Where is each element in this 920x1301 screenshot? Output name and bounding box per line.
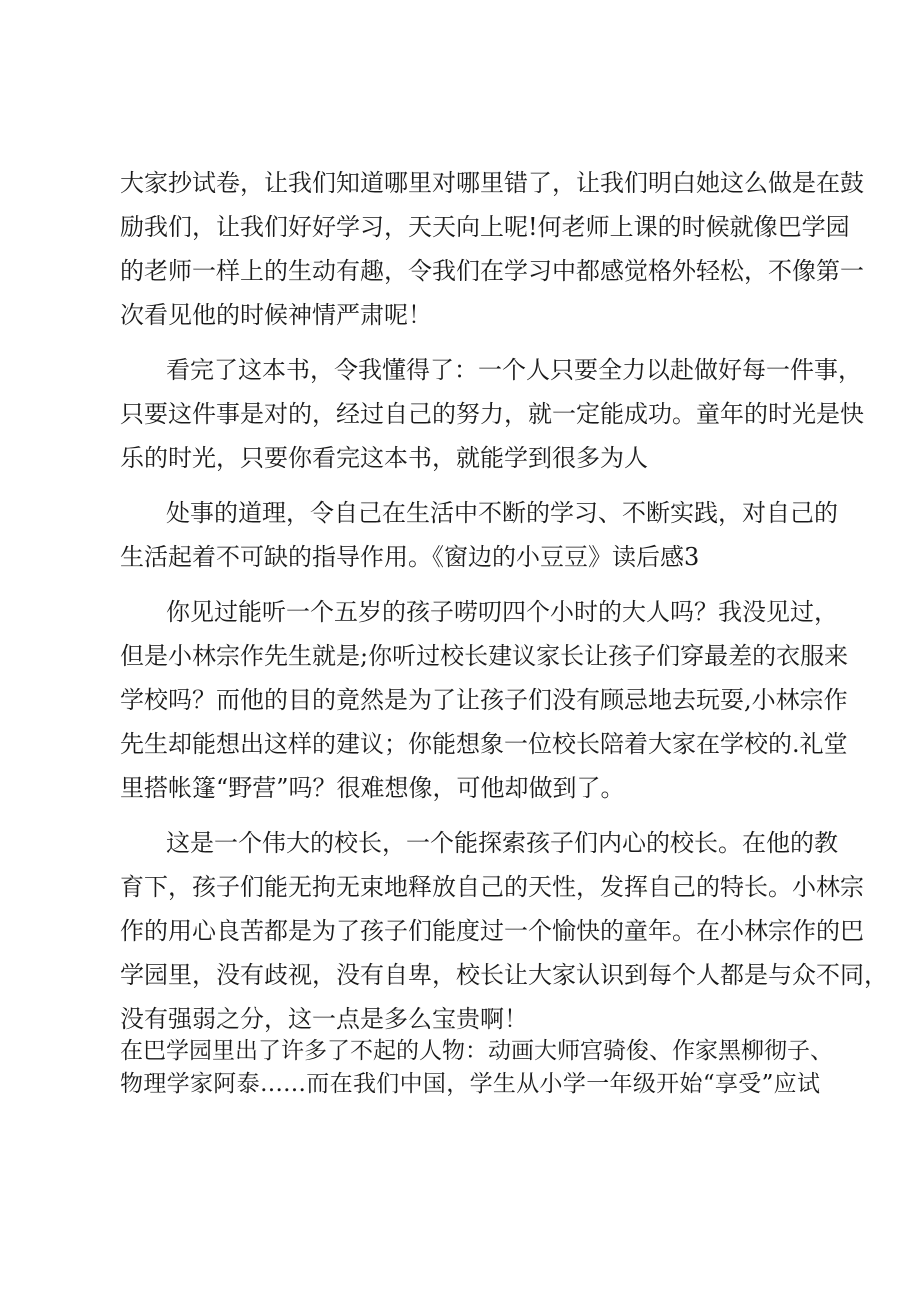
text-line: 但是小林宗作先生就是;你听过校长建议家长让孩子们穿最差的衣服来 [120, 642, 849, 670]
text-line: 次看见他的时候神情严肃呢！ [120, 301, 432, 329]
text-line: 学园里，没有歧视，没有自卑，校长让大家认识到每个人都是与众不同， [120, 961, 888, 989]
text-line: 只要这件事是对的，经过自己的努力，就一定能成功。童年的时光是快 [120, 400, 864, 428]
text-line: 这是一个伟大的校长，一个能探索孩子们内心的校长。在他的教 [166, 829, 838, 857]
text-line: 作的用心良苦都是为了孩子们能度过一个愉快的童年。在小林宗作的巴 [120, 917, 864, 945]
text-line: 在巴学园里出了许多了不起的人物：动画大师宫骑俊、作家黑柳彻子、 [120, 1038, 833, 1064]
text-line: 没有强弱之分，这一点是多么宝贵啊！ [120, 1005, 528, 1033]
text-line: 乐的时光，只要你看完这本书，就能学到很多为人 [120, 444, 648, 472]
text-line: 大家抄试卷，让我们知道哪里对哪里错了，让我们明白她这么做是在鼓 [120, 169, 864, 197]
text-line: 育下，孩子们能无拘无束地释放自己的天性，发挥自己的特长。小林宗 [120, 873, 864, 901]
text-line: 里搭帐篷“野营”吗？很难想像，可他却做到了。 [120, 774, 625, 802]
text-line: 看完了这本书，令我懂得了：一个人只要全力以赴做好每一件事， [166, 356, 862, 384]
text-line: 处事的道理，令自己在生活中不断的学习、不断实践，对自己的 [166, 499, 838, 527]
text-line: 先生却能想出这样的建议；你能想象一位校长陪着大家在学校的.礼堂 [120, 730, 848, 758]
text-line: 的老师一样上的生动有趣，令我们在学习中都感觉格外轻松，不像第一 [120, 257, 864, 285]
text-line: 物理学家阿泰……而在我们中国，学生从小学一年级开始“享受”应试 [120, 1071, 820, 1097]
text-line: 励我们，让我们好好学习，天天向上呢!何老师上课的时候就像巴学园 [120, 213, 850, 241]
text-line: 学校吗？而他的目的竟然是为了让孩子们没有顾忌地去玩耍,小林宗作 [120, 686, 848, 714]
text-line: 生活起着不可缺的指导作用。《窗边的小豆豆》读后感3 [120, 543, 700, 571]
text-line: 你见过能听一个五岁的孩子唠叨四个小时的大人吗？我没见过， [166, 598, 838, 626]
